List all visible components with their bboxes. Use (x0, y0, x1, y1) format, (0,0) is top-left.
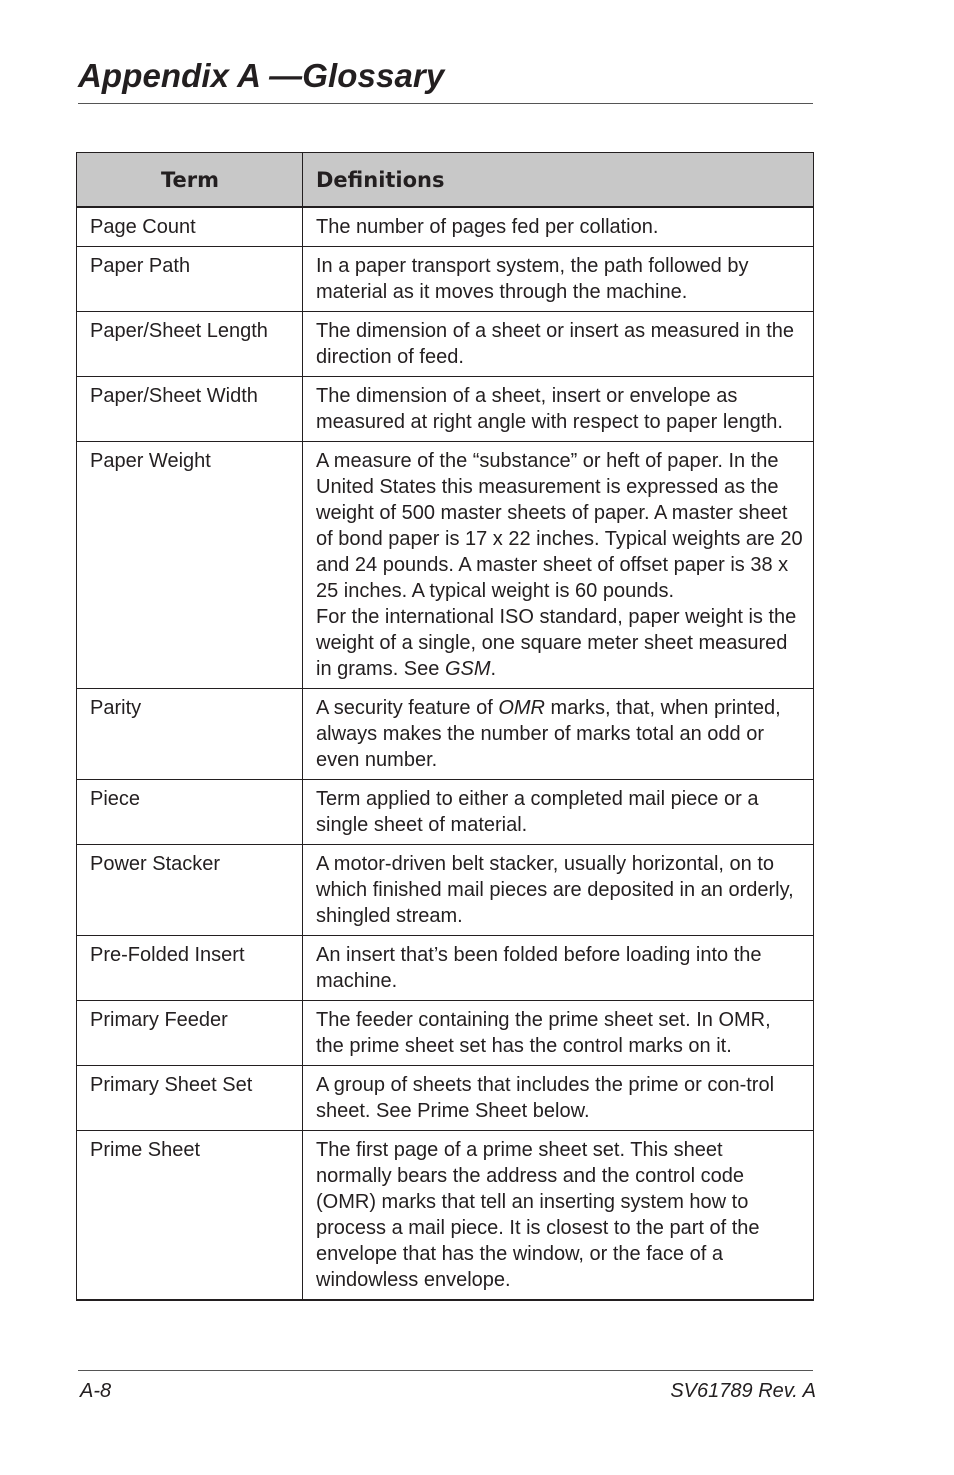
definition-text: Term applied to either a completed mail piece or a single sheet of material. (316, 788, 759, 836)
definition-text: In a paper transport system, the path followed by material as it moves through the machine. (316, 255, 749, 303)
definition-cell (303, 689, 814, 780)
table-row (77, 689, 814, 780)
table-row (77, 312, 814, 377)
definition-text: A group of sheets that includes the prime or con-trol sheet. See Prime Sheet below. (316, 1074, 775, 1122)
table-row (77, 207, 814, 247)
table-header-row (77, 153, 814, 208)
definition-text: The dimension of a sheet or insert as measured in the direction of feed. (316, 320, 795, 368)
definition-text: A motor-driven belt stacker, usually horizontal, on to which finished mail pieces are deposited in an orderly, shingled stream. (316, 853, 794, 927)
definition-cell (303, 247, 814, 312)
definition-text: The number of pages fed per collation. (316, 216, 659, 238)
glossary-table (76, 152, 814, 1301)
term-cell: Paper/Sheet Width (77, 377, 303, 442)
definition-text: marks, that, when printed, always makes the number of marks total an odd or even number. (316, 697, 781, 771)
definition-cell (303, 936, 814, 1001)
table-row (77, 780, 814, 845)
term-cell: Piece (77, 780, 303, 845)
term-cell: Page Count (77, 207, 303, 247)
definition-cell (303, 780, 814, 845)
term-cell: Primary Sheet Set (77, 1066, 303, 1131)
definition-text: . (490, 658, 497, 680)
definition-text: A measure of the “substance” or heft of paper. In the United States this measurement is expressed as the weight of 500 master sheets of paper. A master sheet of bond paper is 17 x 22 inches. Typical weights are 20 and 24 pounds. A master sheet of offset paper is 38 x 25 inches. A typical weight is 60 pounds. (316, 450, 803, 602)
definition-text: The dimension of a sheet, insert or envelope as measured at right angle with respect to paper length. (316, 385, 783, 433)
table-row (77, 1131, 814, 1301)
definition-cell (303, 1131, 814, 1301)
document-id: SV61789 Rev. A (670, 1380, 816, 1402)
footer-divider (78, 1370, 813, 1371)
definition-cell (303, 845, 814, 936)
column-header-definitions: Definitions (303, 153, 814, 208)
table-row (77, 377, 814, 442)
definition-cell (303, 377, 814, 442)
table-row (77, 1001, 814, 1066)
definition-text: The first page of a prime sheet set. This sheet normally bears the address and the control code (OMR) marks that tell an inserting system how to process a mail piece. It is closest to the part of the envelope that has the window, or the face of a windowless envelope. (316, 1139, 760, 1291)
term-cell: Paper/Sheet Length (77, 312, 303, 377)
term-cell: Parity (77, 689, 303, 780)
definition-text: A security feature of (316, 697, 499, 719)
definition-cell (303, 312, 814, 377)
term-cell: Paper Path (77, 247, 303, 312)
page-title: Appendix A —Glossary (78, 57, 445, 94)
definition-cell (303, 442, 814, 689)
definition-cell (303, 1066, 814, 1131)
column-header-term: Term (77, 153, 303, 208)
definition-text: For the international ISO standard, paper weight is the weight of a single, one square meter sheet measured in grams. See (316, 606, 797, 680)
definition-cell (303, 207, 814, 247)
table-row (77, 1066, 814, 1131)
term-cell: Paper Weight (77, 442, 303, 689)
table-row (77, 936, 814, 1001)
term-cell: Prime Sheet (77, 1131, 303, 1301)
cross-reference: GSM (444, 658, 491, 680)
page-number: A-8 (80, 1380, 112, 1402)
definition-text: An insert that’s been folded before loading into the machine. (316, 944, 762, 992)
title-divider (78, 103, 813, 104)
term-cell: Primary Feeder (77, 1001, 303, 1066)
table-row (77, 247, 814, 312)
table-row (77, 442, 814, 689)
term-cell: Power Stacker (77, 845, 303, 936)
emphasized-term: OMR (498, 697, 545, 719)
term-cell: Pre-Folded Insert (77, 936, 303, 1001)
table-row (77, 845, 814, 936)
definition-cell (303, 1001, 814, 1066)
definition-text: The feeder containing the prime sheet set. In OMR, the prime sheet set has the control marks on it. (316, 1009, 771, 1057)
